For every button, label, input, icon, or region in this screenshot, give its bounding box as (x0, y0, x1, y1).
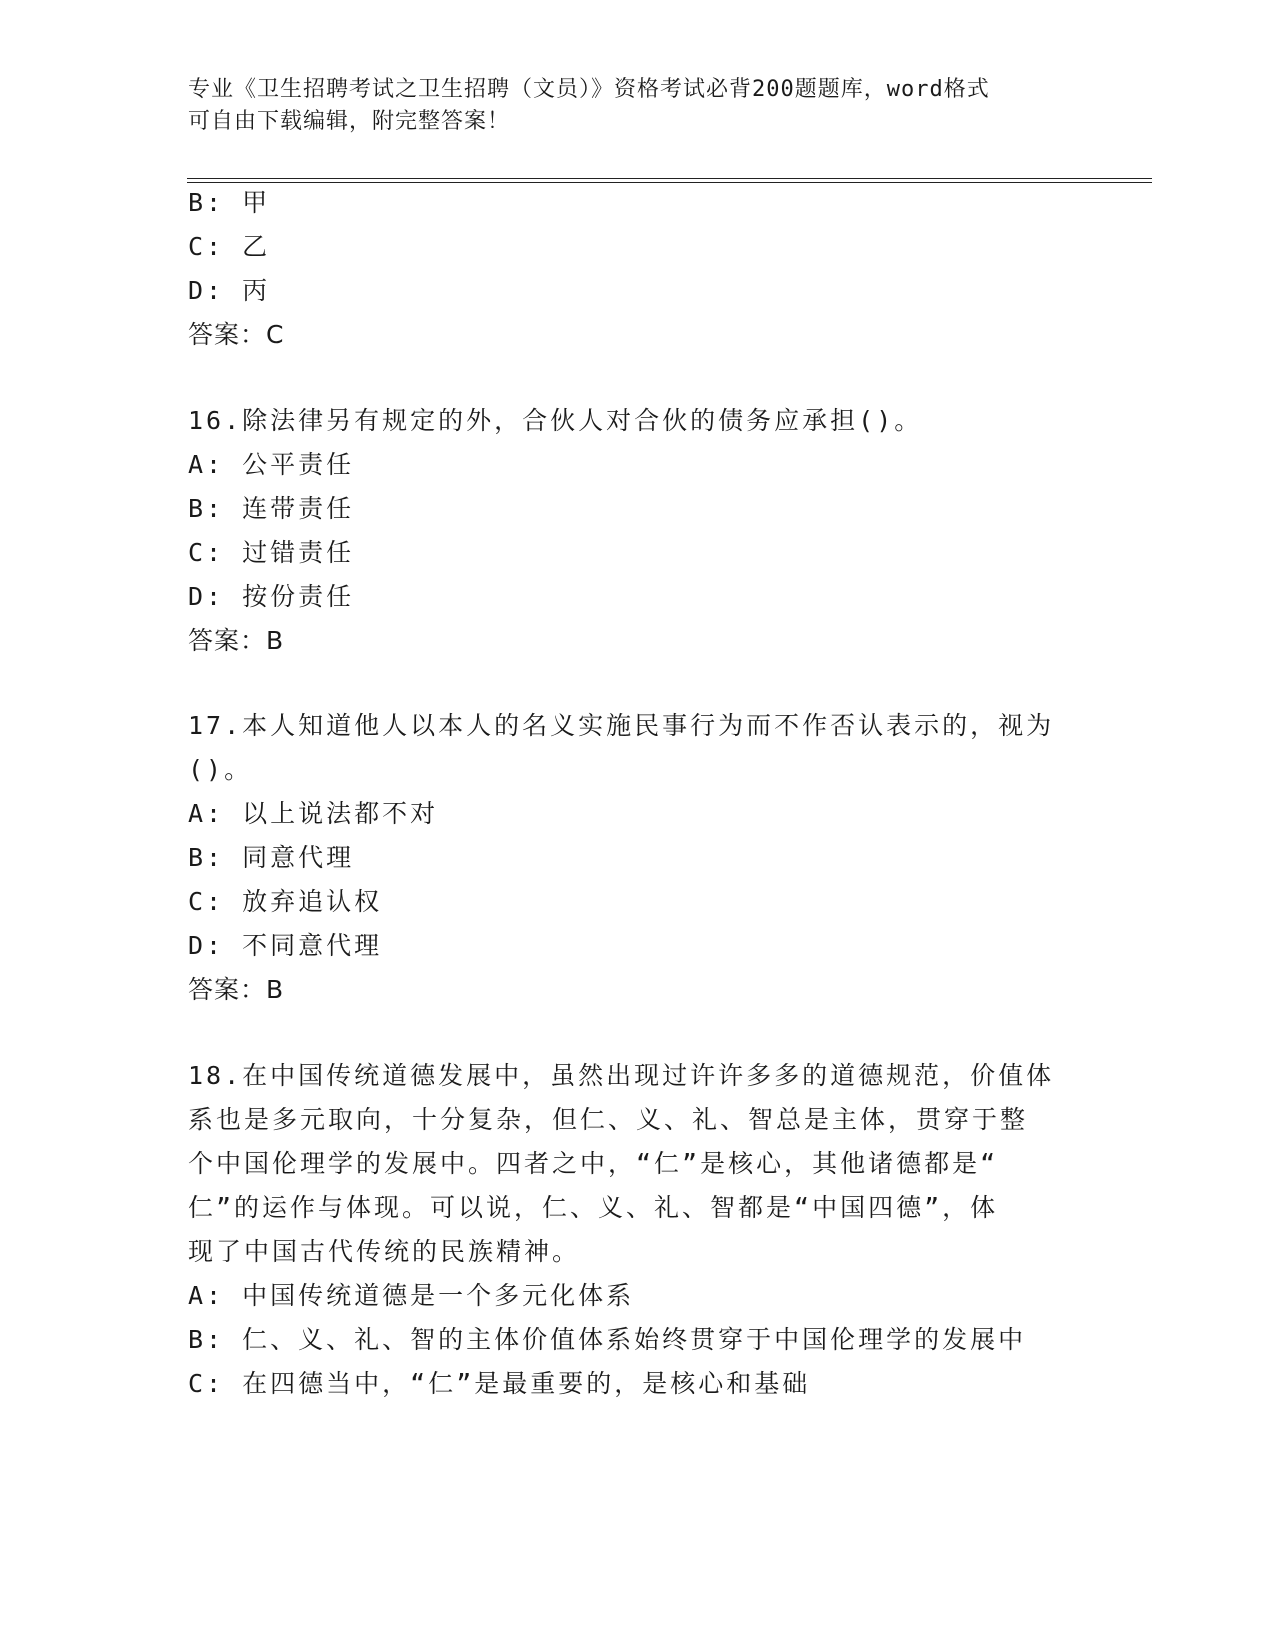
q16-question: 16.除法律另有规定的外，合伙人对合伙的债务应承担()。 (188, 406, 923, 435)
q16-option-b: B: 连带责任 (188, 494, 355, 523)
q17-option-d: D: 不同意代理 (188, 931, 383, 960)
q15-option-c: C: 乙 (188, 232, 271, 261)
q18-option-a: A: 中国传统道德是一个多元化体系 (188, 1281, 635, 1310)
q16-option-c: C: 过错责任 (188, 538, 355, 567)
q17-question-line-2: ()。 (188, 755, 253, 784)
header-line-2: 可自由下载编辑，附完整答案！ (188, 109, 511, 134)
header-divider-bottom (187, 182, 1152, 183)
q17-option-b: B: 同意代理 (188, 843, 355, 872)
q16-answer: 答案：B (188, 626, 285, 655)
q17-option-c: C: 放弃追认权 (188, 887, 383, 916)
q18-option-c: C: 在四德当中，“仁”是最重要的，是核心和基础 (188, 1369, 811, 1398)
q18-question-line-3: 个中国伦理学的发展中。四者之中，“仁”是核心，其他诸德都是“ (188, 1149, 999, 1178)
q18-option-b: B: 仁、义、礼、智的主体价值体系始终贯穿于中国伦理学的发展中 (188, 1325, 1027, 1354)
document-header (188, 74, 1068, 138)
q18-question-line-2: 系也是多元取向，十分复杂，但仁、义、礼、智总是主体，贯穿于整 (188, 1105, 1029, 1134)
q18-question-line-1: 18.在中国传统道德发展中，虽然出现过许许多多的道德规范，价值体 (188, 1061, 1055, 1090)
q15-option-b: B: 甲 (188, 188, 271, 217)
q18-question-line-5: 现了中国古代传统的民族精神。 (188, 1237, 581, 1266)
q17-answer: 答案：B (188, 975, 285, 1004)
q18-question-line-4: 仁”的运作与体现。可以说，仁、义、礼、智都是“中国四德”，体 (188, 1193, 999, 1222)
header-divider-top (187, 178, 1152, 179)
q15-option-d: D: 丙 (188, 276, 271, 305)
q16-option-a: A: 公平责任 (188, 450, 355, 479)
q16-option-d: D: 按份责任 (188, 582, 355, 611)
q15-answer: 答案：C (188, 320, 285, 349)
header-line-1: 专业《卫生招聘考试之卫生招聘（文员）》资格考试必背200题题库，word格式 (188, 77, 990, 102)
q17-option-a: A: 以上说法都不对 (188, 799, 439, 828)
q17-question-line-1: 17.本人知道他人以本人的名义实施民事行为而不作否认表示的，视为 (188, 711, 1055, 740)
